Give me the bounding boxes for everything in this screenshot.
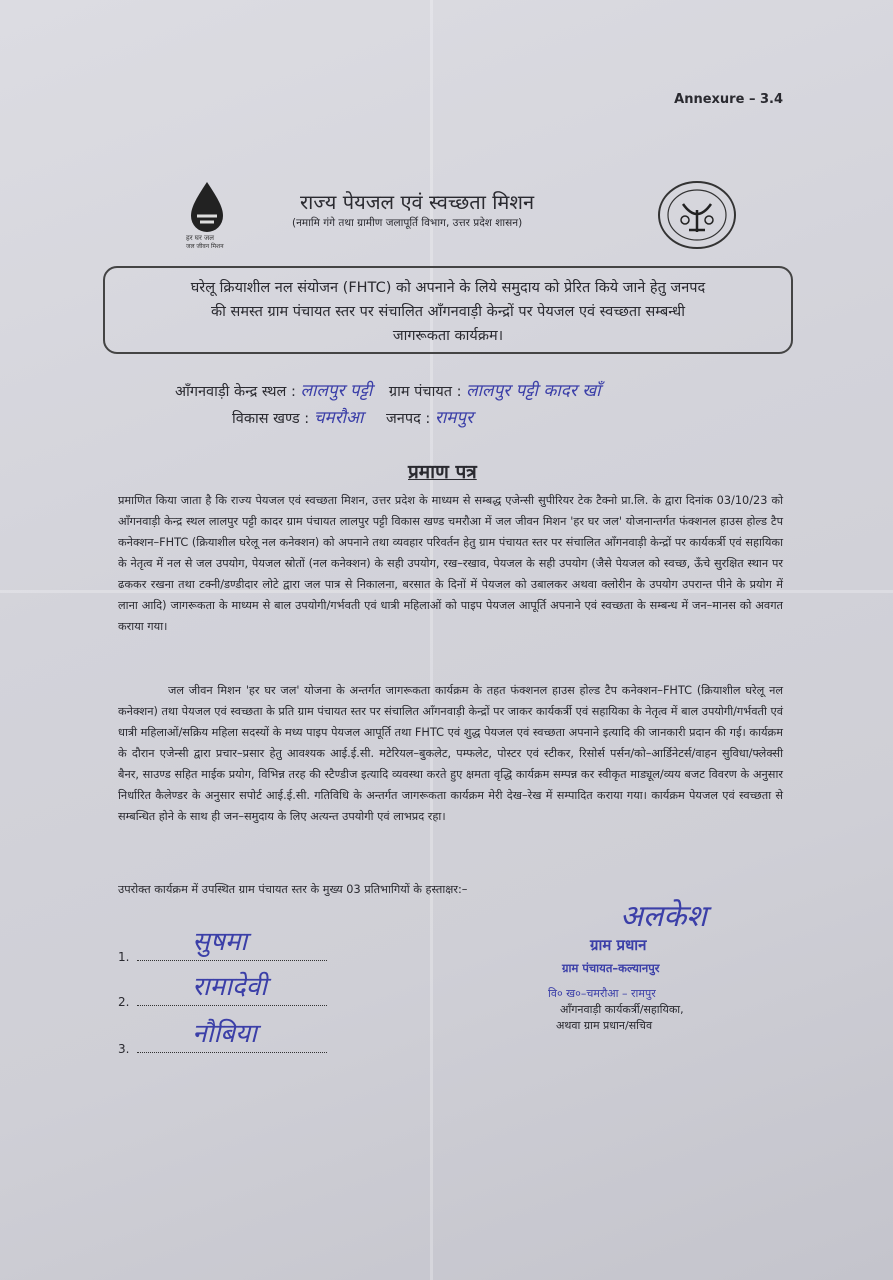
har-ghar-jal-logo: [183, 178, 253, 250]
anganwadi-label: आँगनवाड़ी केन्द्र स्थल :: [175, 384, 296, 400]
role-label-1: आँगनवाड़ी कार्यकर्त्री/सहायिका,: [560, 1003, 684, 1016]
mission-title: राज्य पेयजल एवं स्वच्छता मिशन: [300, 190, 535, 214]
banner-line: जागरूकता कार्यक्रम।: [392, 328, 504, 344]
vikas-khand-row: [232, 405, 473, 428]
certificate-paragraph-2: जल जीवन मिशन 'हर घर जल' योजना के अन्तर्गत जागरूकता कार्यक्रम के तहत फंक्शनल हाउस होल्ड टैप कनेक्शन–FHTC (क्रियाशील घरेलू नल कनेक्शन) तथा पेयजल एवं स्वच्छता के प्रति ग्राम पंचायत स्तर पर संचालित आँगनवाड़ी केन्द्रों पर जाकर कार्यकर्त्री एवं सहायिका के नेतृत्व में बाल उपयोगी/गर्भवती एवं धात्री महिलाओं/सक्रिय महिला सदस्यों के मध्य पाइप पेयजल आपूर्ति तथा FHTC एवं शुद्ध पेयजल एवं स्वच्छता अपनाने इत्यादि की जानकारी प्रदान की गई। कार्यक्रम के दौरान एजेन्सी द्वारा प्रचार–प्रसार हेतु आवश्यक आई.ई.सी. मटेरियल–बुकलेट, पम्फलेट, पोस्टर एवं स्टीकर, रिसोर्स पर्सन/को–आर्डिनेटर्स/वाहन सुविधा/फ्लेक्सी बैनर, साउण्ड सहित माईक प्रयोग, विभिन्न तरह की स्टैण्डीज इत्यादि व्यवस्था करते हुए क्षमता वृद्धि कार्यक्रम सम्पन्न कर स्वीकृत माड्यूल/व्यय बजट विवरण के अनुसार निर्धारित कैलेण्डर के अनुसार सपोर्ट आई.ई.सी. गतिविधि के अन्तर्गत जागरूकता कार्यक्रम मेरी देख–रेख में सम्पादित कराया गया। कार्यक्रम पेयजल एवं स्वच्छता से सम्बन्धित होने के साथ ही जन–समुदाय के लिए अत्यन्त उपयोगी एवं लाभप्रद रहा।: [118, 684, 783, 823]
gram-panchayat-value: लालपुर पट्टी कादर खाँ: [466, 381, 601, 401]
participant-signature-2: [118, 972, 327, 1009]
mission-subtitle: (नमामि गंगे तथा ग्रामीण जलापूर्ति विभाग, उत्तर प्रदेश शासन): [292, 217, 523, 229]
logo-text: हर घर जल: [186, 234, 214, 242]
signature-number: 1.: [118, 950, 130, 964]
participant-name: रामादेवी: [192, 972, 267, 1002]
janpad-value: रामपुर: [434, 408, 474, 428]
vikas-khand-value: चमरौआ: [313, 408, 364, 428]
pradhan-stamp-panchayat: ग्राम पंचायत–कल्यानपुर: [562, 961, 660, 975]
participant-signature-1: [118, 927, 327, 964]
program-banner: [103, 266, 793, 354]
janpad-label: जनपद :: [386, 411, 431, 427]
pradhan-stamp-block: वि० ख०–चमरौआ – रामपुर: [548, 987, 656, 1000]
participant-name: सुषमा: [192, 927, 248, 957]
banner-line: की समस्त ग्राम पंचायत स्तर पर संचालित आँगनवाड़ी केन्द्रों पर पेयजल एवं स्वच्छता सम्बन्धी: [211, 304, 685, 320]
banner-line: घरेलू क्रियाशील नल संयोजन (FHTC) को अपनाने के लिये समुदाय को प्रेरित किये जाने हेतु जनपद: [190, 280, 706, 296]
certificate-title: प्रमाण पत्र: [408, 461, 477, 483]
certificate-paragraph-1: प्रमाणित किया जाता है कि राज्य पेयजल एवं स्वच्छता मिशन, उत्तर प्रदेश के माध्यम से सम्बद्ध एजेन्सी सुपीरियर टेक टैक्नो प्रा.लि. के द्वारा दिनांक 03/10/23 को आँगनवाड़ी केन्द्र स्थल लालपुर पट्टी कादर ग्राम पंचायत लालपुर पट्टी विकास खण्ड चमरौआ में जल जीवन मिशन 'हर घर जल' योजनान्तर्गत फंक्शनल हाउस होल्ड टैप कनेक्शन–FHTC (क्रियाशील घरेलू नल कनेक्शन) को अपनाने तथा व्यवहार परिवर्तन हेतु ग्राम पंचायत स्तर पर संचालित आँगनवाड़ी केन्द्रों पर कार्यकर्त्री एवं सहायिका के नेतृत्व में नल से जल उपयोग, पेयजल स्रोतों (नल कनेक्शन) के सही उपयोग, रख–रखाव, पेयजल के सही उपयोग (जैसे पेयजल को स्वच्छ, ऊँचे सुरक्षित स्थान पर ढककर रखना तथा टक्नी/डण्डीदार लोटे द्वारा जल पात्र से निकालना, बरसात के दिनों में पेयजल को उबालकर अथवा क्लोरीन के उपयोग उपरान्त पीने के प्रयोग में लाना आदि) जागरूकता के माध्यम से बाल उपयोगी/गर्भवती एवं धात्री महिलाओं को पाइप पेयजल आपूर्ति अपनाने एवं स्वच्छता के सम्बन्ध में जन–मानस को अवगत कराया गया।: [118, 494, 783, 633]
up-govt-emblem: [655, 180, 739, 250]
gram-panchayat-label: ग्राम पंचायत :: [388, 384, 462, 400]
signature-number: 2.: [118, 995, 130, 1009]
anganwadi-row: [175, 378, 601, 401]
pradhan-signature: अलकेश: [620, 899, 707, 934]
annexure-label: Annexure – 3.4: [674, 92, 783, 107]
participant-name: नौबिया: [192, 1019, 257, 1049]
signature-number: 3.: [118, 1042, 130, 1056]
signatures-intro: उपरोक्त कार्यक्रम में उपस्थित ग्राम पंचायत स्तर के मुख्य 03 प्रतिभागियों के हस्ताक्षर:–: [118, 883, 468, 896]
role-label-2: अथवा ग्राम प्रधान/सचिव: [556, 1019, 653, 1032]
vikas-khand-label: विकास खण्ड :: [232, 411, 310, 427]
pradhan-stamp-title: ग्राम प्रधान: [590, 936, 647, 954]
participant-signature-3: [118, 1019, 327, 1056]
logo-subtext: जल जीवन मिशन: [186, 243, 224, 250]
anganwadi-value: लालपुर पट्टी: [300, 381, 373, 401]
